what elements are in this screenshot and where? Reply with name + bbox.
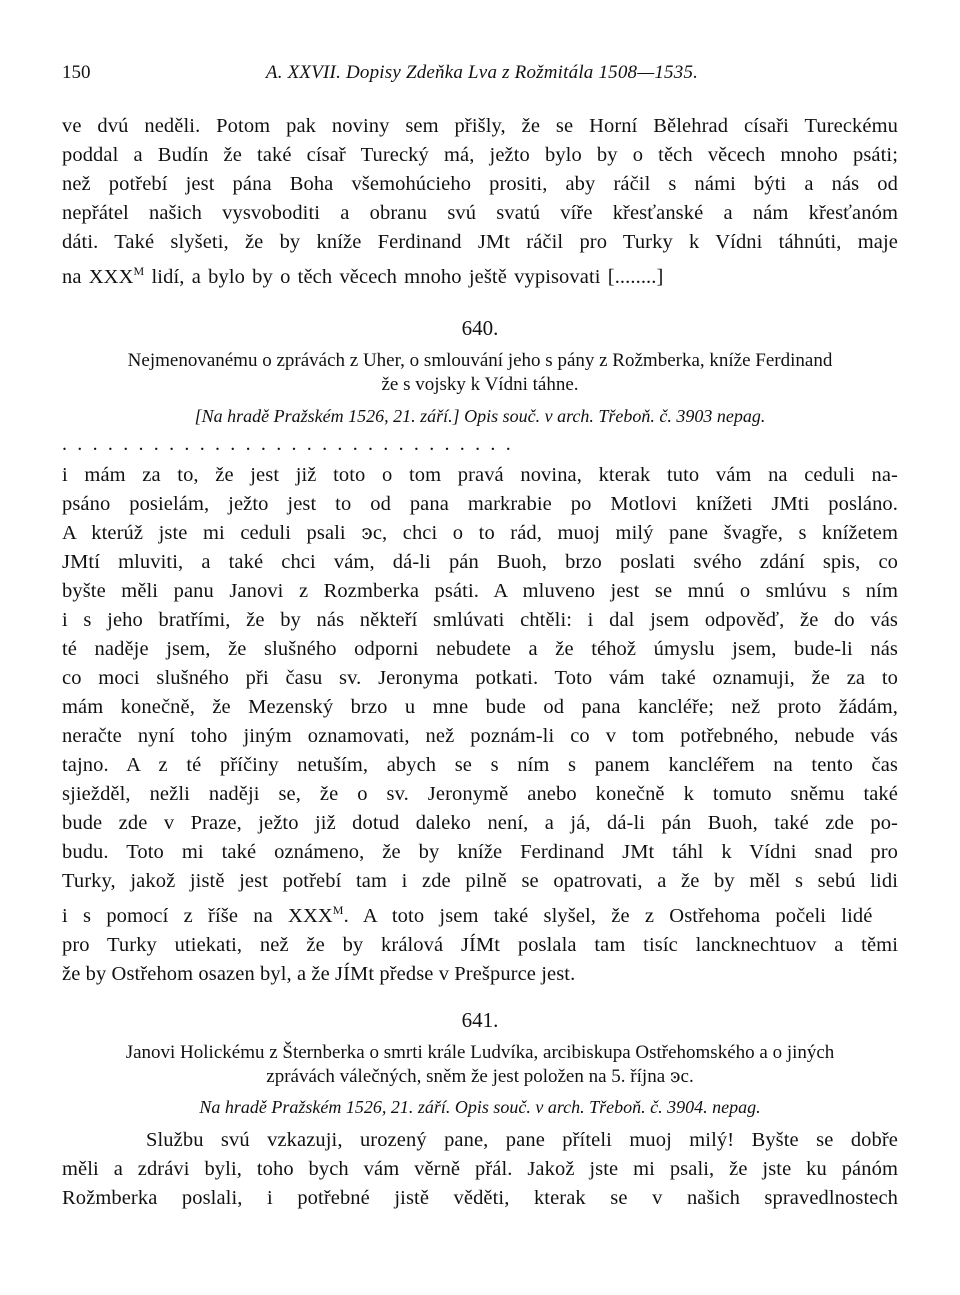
text-line: co moci slušného při času sv. Jeronyma potkati. Toto vám také oznamuji, že za to [62,667,898,689]
source-note: Na hradě Pražském 1526, 21. září. Opis souč. v arch. Třeboň. č. 3904. nepag. [199,1097,761,1117]
regest-line: Janovi Holickému z Šternberka o smrti krále Ludvíka, arcibiskupa Ostřehomského a o jiných [125,1042,835,1063]
letter-number: 640. [461,316,499,340]
text-line: neračte nyní toho jiným oznamovati, než poznám-li co v tom potřebného, nebude vás [62,725,898,747]
regest-line: Nejmenovanému o zprávách z Uher, o smlouvání jeho s pány z Rožmberka, kníže Ferdinand [127,350,833,371]
letter-number: 641. [461,1008,499,1032]
text-line [62,257,898,292]
text-line: Rožmberka poslali, i potřebné jistě věděti, kterak se v našich spravedlnostech [62,1187,898,1209]
text-line: Turky, jakož jistě jest potřebí tam i zde pilně se opatrovati, a že by měl s sebú lidi [62,870,898,892]
text-line: budu. Toto mi také oznámeno, že by kníže Ferdinand JMt táhl k Vídni snad pro [62,841,898,863]
text-line: nepřátel našich vysvoboditi a obranu svú svatú víře křesťanské a nám křesťanóm [62,202,898,224]
letter-regest [62,1041,898,1089]
text-line: psáno posielám, ježto jest to od pana markrabie po Motlovi knížeti JMti posláno. [62,493,898,515]
text-line: A kterúž jste mi ceduli psali ꜿc, chci o to rád, muoj milý pane švagře, s knížetem [62,522,898,544]
text-line: i s jeho bratřími, že by nás někteří smlúvati chtěli: i dal jsem odpověď, že do vás [62,609,898,631]
text-block-letter-640 [62,461,898,989]
superscript: M [332,903,344,917]
text-line: než potřebí jest pána Boha všemohúcieho prositi, aby ráčil s námi býti a nás od [62,173,898,195]
text-block-letter-641 [62,1126,898,1213]
text-line: měli a zdrávi byli, toho bych vám věrně přál. Jakož jste mi psali, že jste ku pánóm [62,1158,898,1180]
text-line: i mám za to, že jest již toto o tom pravá novina, kterak tuto vám na ceduli na- [62,464,898,486]
text-fragment: i s pomocí z říše na XXX [62,905,333,927]
text-line: tajno. A z té příčiny netuším, abych se s ním s panem kancléřem na tento čas [62,754,898,776]
text-line: Službu svú vzkazuji, urozený pane, pane příteli muoj milý! Byšte se dobře [146,1129,898,1151]
text-fragment: lidí, a bylo by o těch věcech mnoho ještě vypisovati [........] [144,266,664,288]
text-line [62,896,898,931]
text-line: té naděje jsem, že slušného odporni nebudete a že téhož úmyslu jsem, bude-li nás [62,638,898,660]
text-line: byšte měli panu Janovi z Rozmberka psáti. A mluveno jest se mnú o smlúvu s ním [62,580,898,602]
regest-line: že s vojsky k Vídni táhne. [381,374,579,395]
source-note: [Na hradě Pražském 1526, 21. září.] Opis souč. v arch. Třeboň. č. 3903 nepag. [194,406,766,426]
text-fragment: . A toto jsem také slyšel, že z Ostřehoma počeli lidé [343,905,873,927]
text-line: pro Turky utiekati, než že by králová JÍMt poslala tam tisíc lancknechtuov a těmi [62,934,898,956]
letter-regest [62,349,898,397]
text-line: že by Ostřehom osazen byl, a že JÍMt předse v Prešpurce jest. [62,963,576,985]
text-line: bude zde v Praze, ježto již dotud daleko není, a já, dá-li pán Buoh, také zde po- [62,812,898,834]
text-block-continuation [62,112,898,292]
ellipsis-line: .............................. [62,433,521,455]
regest-line: zprávách válečných, sněm že jest položen na 5. října ꜿc. [266,1066,694,1087]
running-title: A. XXVII. Dopisy Zdeňka Lva z Rožmitála 1508—1535. [265,62,699,83]
page-header [62,62,902,88]
text-line: sjiežděl, nežli naději se, že o sv. Jeronymě anebo konečně k tomuto sněmu také [62,783,898,805]
text-line: poddal a Budín že také císař Turecký má, ježto bylo by o těch věcech mnoho psáti; [62,144,898,166]
text-fragment: na XXX [62,266,134,288]
page-number: 150 [62,62,91,83]
text-line: mám konečně, že Mezenský brzo u mne bude od pana kancléře; než proto žádám, [62,696,898,718]
superscript: M [133,264,145,278]
text-line: JMtí mluviti, a také chci vám, dá-li pán Buoh, brzo poslati svého zdání spis, co [62,551,898,573]
text-line: dáti. Také slyšeti, že by kníže Ferdinand JMt ráčil pro Turky k Vídni táhnúti, maje [62,231,898,253]
text-line: ve dvú neděli. Potom pak noviny sem přišly, že se Horní Bělehrad císaři Tureckému [62,115,898,137]
